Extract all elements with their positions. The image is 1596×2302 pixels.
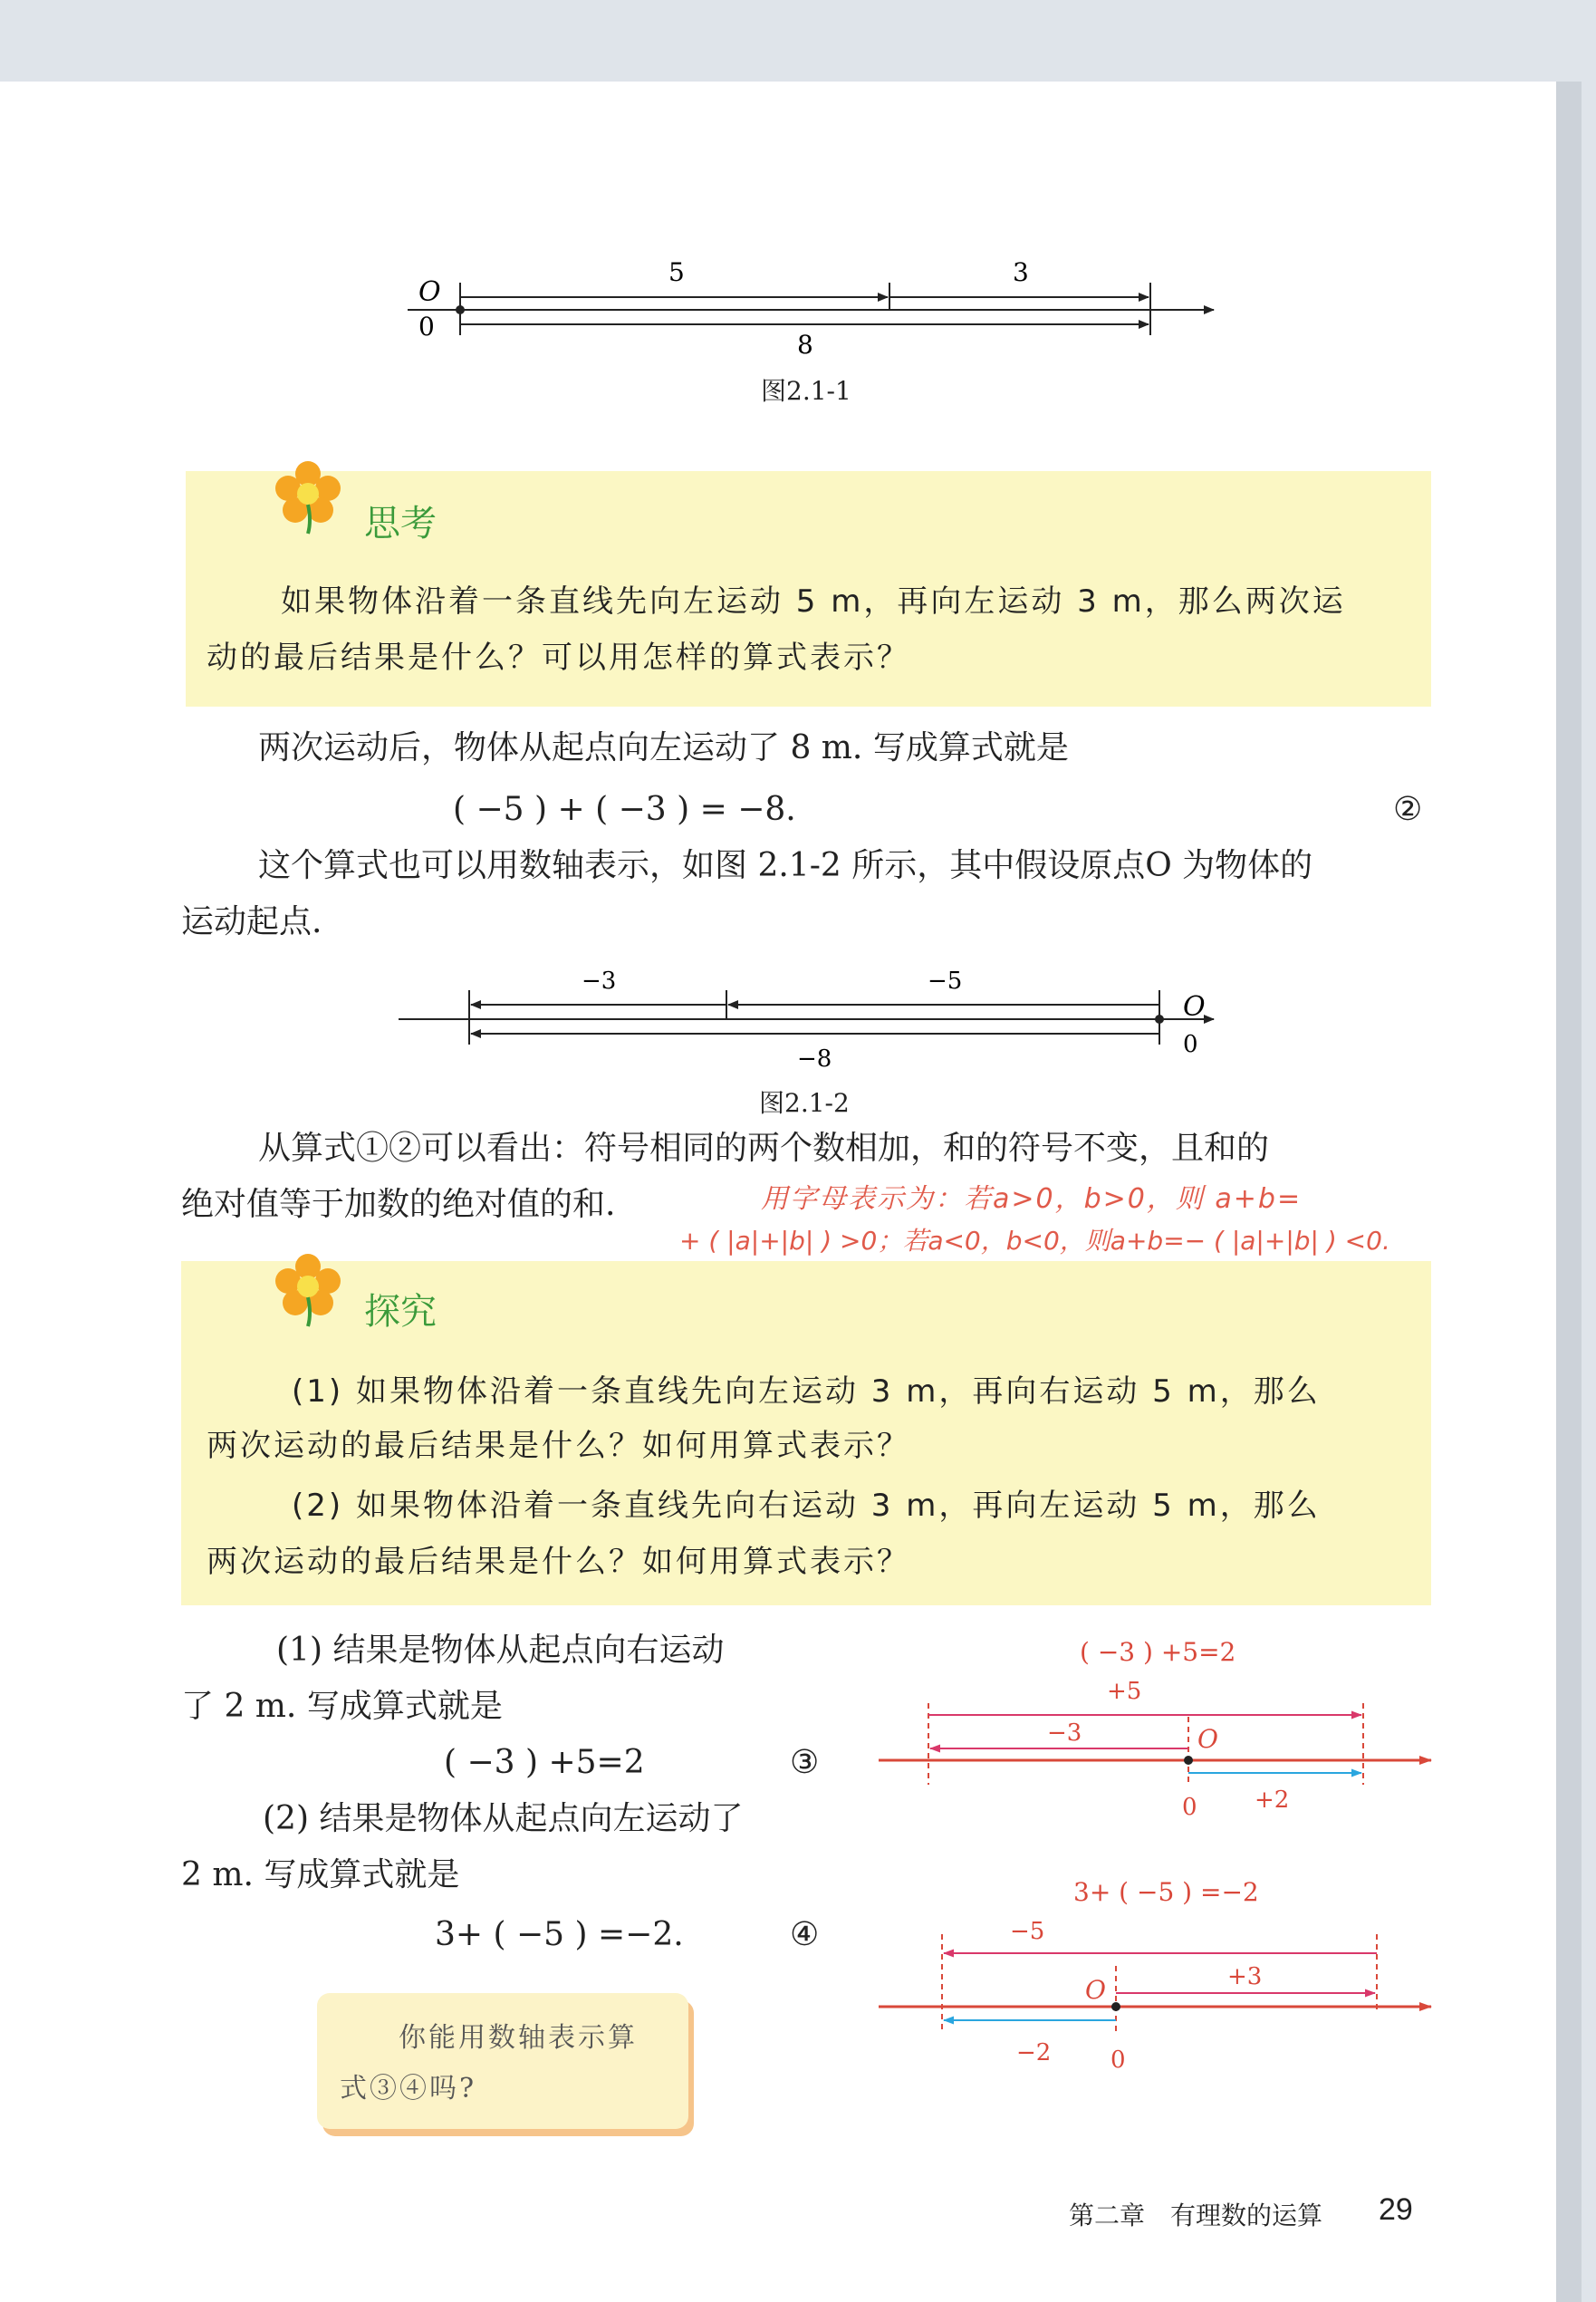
para1-line2: 这个算式也可以用数轴表示，如图 2.1-2 所示，其中假设原点O 为物体的 (258, 847, 1313, 884)
label-minus2: −2 (1016, 2039, 1052, 2066)
label-plus2: +2 (1255, 1787, 1290, 1814)
tip-card (317, 1993, 688, 2129)
seg-label-3: 3 (1013, 257, 1029, 287)
para2-line1: 从算式①②可以看出：符号相同的两个数相加，和的符号不变，且和的 (258, 1130, 1270, 1167)
formula-4-number: ④ (790, 1916, 820, 1953)
page-number: 29 (1379, 2192, 1413, 2227)
answer1-line1: (1) 结果是物体从起点向右运动 (276, 1632, 725, 1669)
explore-line-1: (1) 如果物体沿着一条直线先向左运动 3 m，再向右运动 5 m，那么 (292, 1373, 1321, 1410)
figure-caption: 图2.1-1 (761, 376, 851, 406)
origin-label: O (1085, 1975, 1106, 2005)
formula-2: ( −5 ) + ( −3 ) = −8. (453, 791, 796, 828)
answer1-line2: 了 2 m. 写成算式就是 (181, 1688, 503, 1725)
explore-line-4: 两次运动的最后结果是什么？如何用算式表示？ (207, 1544, 910, 1580)
seg-label-minus5: −5 (928, 968, 963, 995)
page-edge-shadow (1556, 82, 1582, 2302)
figure-formula-3 (870, 1626, 1440, 1835)
figure-formula-4 (870, 1866, 1440, 2075)
formula-title: ( −3 ) +5=2 (1080, 1637, 1236, 1667)
total-label-minus8: −8 (797, 1045, 832, 1073)
label-minus3: −3 (1047, 1719, 1082, 1747)
explore-line-3: (2) 如果物体沿着一条直线先向右运动 3 m，再向左运动 5 m，那么 (292, 1488, 1321, 1524)
flower-icon (272, 1250, 344, 1327)
zero-label: 0 (1182, 1794, 1197, 1821)
para2-line2: 绝对值等于加数的绝对值的和. (181, 1186, 616, 1223)
zero-label: 0 (1183, 1031, 1198, 1058)
formula-4: 3+ ( −5 ) =−2. (435, 1916, 684, 1953)
origin-point (456, 305, 465, 314)
total-label-8: 8 (797, 330, 813, 360)
flower-icon (272, 458, 344, 535)
formula-3: ( −3 ) +5=2 (444, 1744, 645, 1781)
think-line-1: 如果物体沿着一条直线先向左运动 5 m，再向左运动 3 m，那么两次运 (281, 583, 1346, 620)
chapter-footer: 第二章 有理数的运算 (1069, 2201, 1323, 2230)
explore-title: 探究 (364, 1291, 437, 1333)
think-title: 思考 (364, 503, 437, 544)
answer2-line2: 2 m. 写成算式就是 (181, 1856, 460, 1893)
formula-3-number: ③ (790, 1744, 820, 1781)
handwritten-note-line2: + ( |a|+|b| ) >0；若a<0，b<0，则a+b=− ( |a|+|b| ) <0. (679, 1226, 1390, 1256)
think-line-2: 动的最后结果是什么？可以用怎样的算式表示？ (207, 640, 910, 676)
answer2-line1: (2) 结果是物体从起点向左运动了 (263, 1800, 744, 1837)
zero-label: 0 (1110, 2047, 1126, 2074)
origin-point (1155, 1015, 1164, 1024)
figure-2-1-2 (389, 965, 1232, 1083)
origin-label: O (1197, 1724, 1218, 1754)
zero-label: 0 (418, 312, 435, 342)
origin-point (1111, 2002, 1120, 2011)
tip-line2: 式③④吗? (340, 2073, 477, 2105)
explore-line-2: 两次运动的最后结果是什么？如何用算式表示？ (207, 1428, 910, 1464)
formula-2-number: ② (1393, 791, 1423, 828)
label-minus5: −5 (1010, 1918, 1045, 1945)
origin-point (1184, 1756, 1193, 1765)
handwritten-note-line1: 用字母表示为：若a>0，b>0，则 a+b= (761, 1183, 1303, 1215)
label-plus3: +3 (1227, 1963, 1263, 1990)
figure-caption: 图2.1-2 (759, 1088, 850, 1118)
label-plus5: +5 (1107, 1678, 1142, 1705)
para1-line3: 运动起点. (181, 903, 322, 940)
seg-label-minus3: −3 (582, 968, 617, 995)
formula-title: 3+ ( −5 ) =−2 (1073, 1877, 1259, 1907)
origin-label: O (418, 276, 441, 308)
seg-label-5: 5 (668, 257, 685, 287)
origin-label: O (1183, 991, 1206, 1023)
tip-line1: 你能用数轴表示算 (399, 2022, 638, 2054)
para1-line1: 两次运动后，物体从起点向左运动了 8 m. 写成算式就是 (258, 729, 1069, 766)
